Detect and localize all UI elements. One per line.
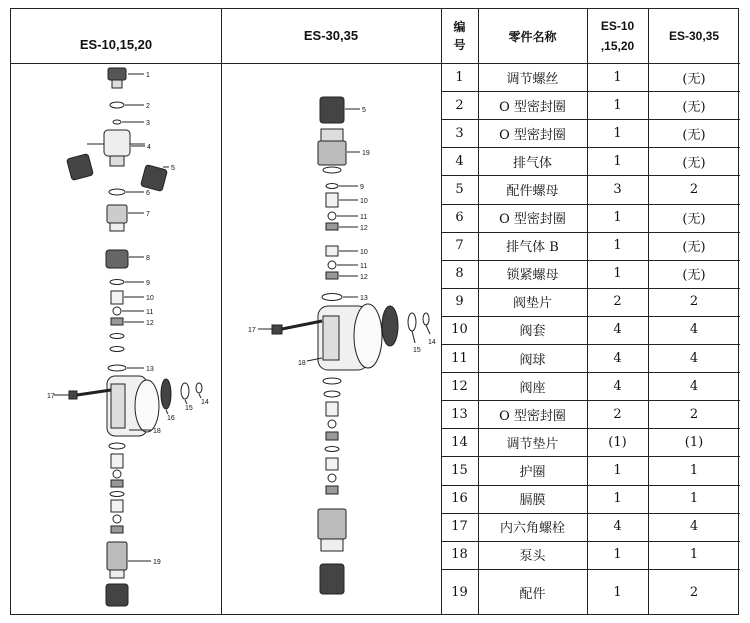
left-callout-label: 7 (146, 211, 150, 218)
left-callout-label: 14 (201, 399, 209, 406)
table-cell-no: 19 (451, 585, 468, 601)
table-cell-no: 10 (451, 322, 468, 338)
right-callout-label: 10 (360, 249, 368, 256)
table-cell-no: 14 (451, 434, 468, 450)
right-callout-label: 18 (298, 360, 306, 367)
table-cell-b: 1 (689, 547, 699, 563)
left-diagram-header: ES-10,15,20 (79, 37, 153, 52)
header-no-line2: 号 (453, 38, 466, 52)
table-cell-no: 8 (455, 266, 464, 282)
table-cell-b: 1 (689, 462, 699, 478)
left-callout-label: 12 (146, 320, 154, 327)
table-cell-name: 膈膜 (519, 493, 546, 509)
left-callout-label: 19 (153, 559, 161, 566)
right-callout-label: 5 (362, 107, 366, 114)
header-col-a-line1: ES-10 (600, 19, 635, 33)
table-cell-no: 16 (451, 491, 468, 507)
left-callout-label: 16 (167, 415, 175, 422)
table-cell-a: 1 (613, 210, 622, 226)
header-no-cell (441, 9, 478, 63)
table-cell-no: 13 (451, 406, 468, 422)
left-callout-label: 18 (153, 428, 161, 435)
table-cell-a: 4 (613, 519, 622, 535)
main-frame (10, 8, 739, 615)
right-callout-label: 10 (360, 198, 368, 205)
table-cell-a: 1 (613, 547, 622, 563)
table-cell-a: 2 (613, 406, 622, 422)
right-callout-label: 19 (362, 150, 370, 157)
table-cell-a: 2 (613, 294, 622, 310)
table-cell-name: O 型密封圈 (499, 127, 566, 143)
right-callout-label: 15 (413, 347, 421, 354)
table-cell-name: 配件 (519, 587, 546, 603)
right-callout-label: 11 (360, 263, 368, 270)
table-cell-a: 1 (613, 491, 622, 507)
table-cell-no: 12 (451, 378, 468, 394)
left-callout-label: 5 (171, 165, 175, 172)
left-callout-label: 9 (146, 280, 150, 287)
left-callout-label: 15 (185, 405, 193, 412)
table-cell-name: 排气体 B (506, 240, 559, 256)
left-callout-label: 10 (146, 295, 154, 302)
table-cell-no: 9 (455, 294, 464, 310)
table-cell-b: (无) (682, 99, 706, 115)
header-col-b: ES-30,35 (668, 29, 720, 43)
left-callout-label: 3 (146, 120, 150, 127)
table-cell-no: 6 (455, 210, 464, 226)
table-cell-a: 4 (613, 350, 622, 366)
table-cell-name: 阀套 (519, 324, 546, 340)
table-cell-b: (无) (682, 155, 706, 171)
left-exploded-diagram (11, 64, 221, 616)
table-cell-name: O 型密封圈 (499, 212, 566, 228)
table-cell-b: 2 (689, 585, 699, 601)
table-cell-a: 1 (613, 69, 622, 85)
table-cell-b: (1) (684, 434, 704, 450)
table-cell-no: 7 (455, 238, 464, 254)
table-cell-a: 1 (613, 462, 622, 478)
table-cell-a: 1 (613, 153, 622, 169)
left-callout-label: 4 (147, 144, 151, 151)
header-col-a-line2: ,15,20 (600, 39, 635, 53)
table-cell-name: 锁紧螺母 (506, 268, 559, 284)
table-cell-b: 2 (689, 294, 699, 310)
table-cell-no: 15 (451, 462, 468, 478)
right-callout-label: 13 (360, 295, 368, 302)
table-cell-no: 1 (455, 69, 464, 85)
table-cell-a: 1 (613, 238, 622, 254)
table-cell-name: 泵头 (519, 549, 546, 565)
table-cell-a: 4 (613, 378, 622, 394)
table-cell-a: 3 (613, 181, 622, 197)
left-callout-label: 2 (146, 103, 150, 110)
table-cell-b: (无) (682, 240, 706, 256)
table-cell-no: 5 (455, 181, 464, 197)
right-callout-label: 12 (360, 274, 368, 281)
left-callout-label: 17 (47, 393, 55, 400)
left-callout-label: 11 (146, 309, 154, 316)
header-part-name: 零件名称 (508, 29, 557, 44)
table-cell-no: 17 (451, 519, 468, 535)
left-callout-label: 1 (146, 72, 150, 79)
table-cell-no: 11 (451, 350, 468, 366)
table-cell-name: O 型密封圈 (499, 99, 566, 115)
table-cell-b: (无) (682, 268, 706, 284)
header-col-a (587, 9, 648, 63)
table-cell-name: 配件螺母 (506, 183, 559, 199)
table-cell-b: 4 (689, 350, 699, 366)
table-cell-name: 调节螺丝 (506, 71, 559, 87)
table-cell-name: 调节垫片 (506, 436, 559, 452)
left-callout-label: 13 (146, 366, 154, 373)
table-cell-b: (无) (682, 127, 706, 143)
table-cell-name: 阀垫片 (512, 296, 552, 312)
table-cell-no: 18 (451, 547, 468, 563)
table-cell-a: 1 (613, 266, 622, 282)
right-diagram-header: ES-30,35 (303, 28, 359, 43)
table-cell-a: 1 (613, 125, 622, 141)
table-cell-name: 排气体 (512, 155, 552, 171)
table-cell-name: 护圈 (519, 464, 546, 480)
right-callout-label: 12 (360, 225, 368, 232)
left-callout-label: 6 (146, 190, 150, 197)
table-cell-no: 4 (455, 153, 464, 169)
table-cell-name: 阀座 (519, 380, 546, 396)
right-callout-label: 9 (360, 184, 364, 191)
table-cell-b: 2 (689, 181, 699, 197)
table-cell-no: 3 (455, 125, 464, 141)
table-cell-a: 1 (613, 585, 622, 601)
header-no-line1: 编 (453, 20, 466, 34)
table-cell-b: (无) (682, 71, 706, 87)
table-cell-b: 4 (689, 322, 699, 338)
right-callout-label: 14 (428, 339, 436, 346)
left-callout-label: 8 (146, 255, 150, 262)
right-callout-label: 17 (248, 327, 256, 334)
right-exploded-diagram (222, 64, 442, 616)
table-cell-name: 阀球 (519, 352, 546, 368)
table-cell-a: 4 (613, 322, 622, 338)
table-cell-no: 2 (455, 97, 464, 113)
table-cell-b: 1 (689, 491, 699, 507)
table-cell-a: 1 (613, 97, 622, 113)
table-cell-b: 4 (689, 519, 699, 535)
table-cell-a: (1) (608, 434, 627, 450)
table-cell-name: O 型密封圈 (499, 408, 566, 424)
table-cell-b: 4 (689, 378, 699, 394)
table-cell-name: 内六角螺栓 (499, 521, 565, 537)
table-cell-b: (无) (682, 212, 706, 228)
right-callout-label: 11 (360, 214, 368, 221)
table-cell-b: 2 (689, 406, 699, 422)
